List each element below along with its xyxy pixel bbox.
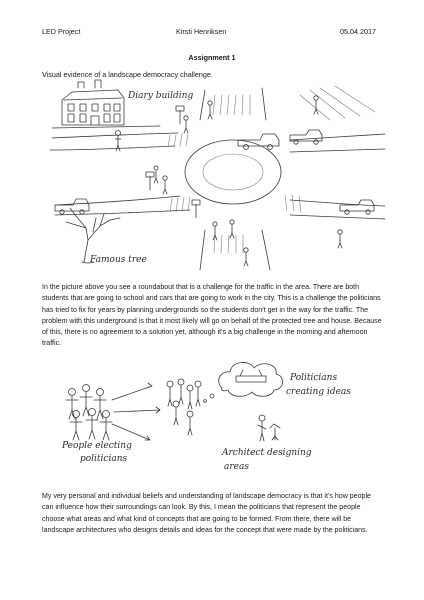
label-famous-tree: Famous tree <box>90 255 147 265</box>
architect-drawing <box>258 415 280 441</box>
figure-caption: Visual evidence of a landscape democracy challenge. <box>42 70 213 79</box>
header-author: Kirsti Henriksen <box>176 27 227 36</box>
label-areas: areas <box>224 462 249 472</box>
politicians-drawing <box>167 379 201 435</box>
label-politicians: Politicians <box>290 373 338 383</box>
header-project: LED Project <box>42 27 81 36</box>
idea-cloud-drawing <box>204 362 283 402</box>
label-people-electing: People electing <box>62 441 132 451</box>
label-architect: Architect designing <box>222 448 312 458</box>
label-dairy-building: Diary building <box>128 91 194 101</box>
paragraph-roundabout: In the picture above you see a roundabout that is a challenge for the traffic in the area. There are both students that are going to school and cars that are going to work in the city. This is a challenge the politicians has tried to fix for years by planning undergrounds so the students don’t get in the way for the traffic. The problem with this underground is that it most likely will go on behalf of the protected tree and house. Because of this, there is no agreement to a solution yet, although it’s a big challenge in the morning and afternoon traffic. <box>42 284 382 348</box>
header-date: 05.04.2017 <box>340 27 376 36</box>
label-creating-ideas: creating ideas <box>286 387 351 397</box>
people-group-drawing <box>66 385 112 441</box>
paragraph-beliefs: My very personal and individual beliefs and understanding of landscape democracy is that it’s how people can influence how their surroundings can look. By this, I mean the politicians that represent the people choose what areas and what kind of concepts that are going to be formed. From there, there will be landscape architectures who designs details and ideas for the concept that were made by the politicians. <box>42 493 371 534</box>
page-title: Assignment 1 <box>188 53 236 62</box>
label-politicians-lower: politicians <box>80 454 128 464</box>
